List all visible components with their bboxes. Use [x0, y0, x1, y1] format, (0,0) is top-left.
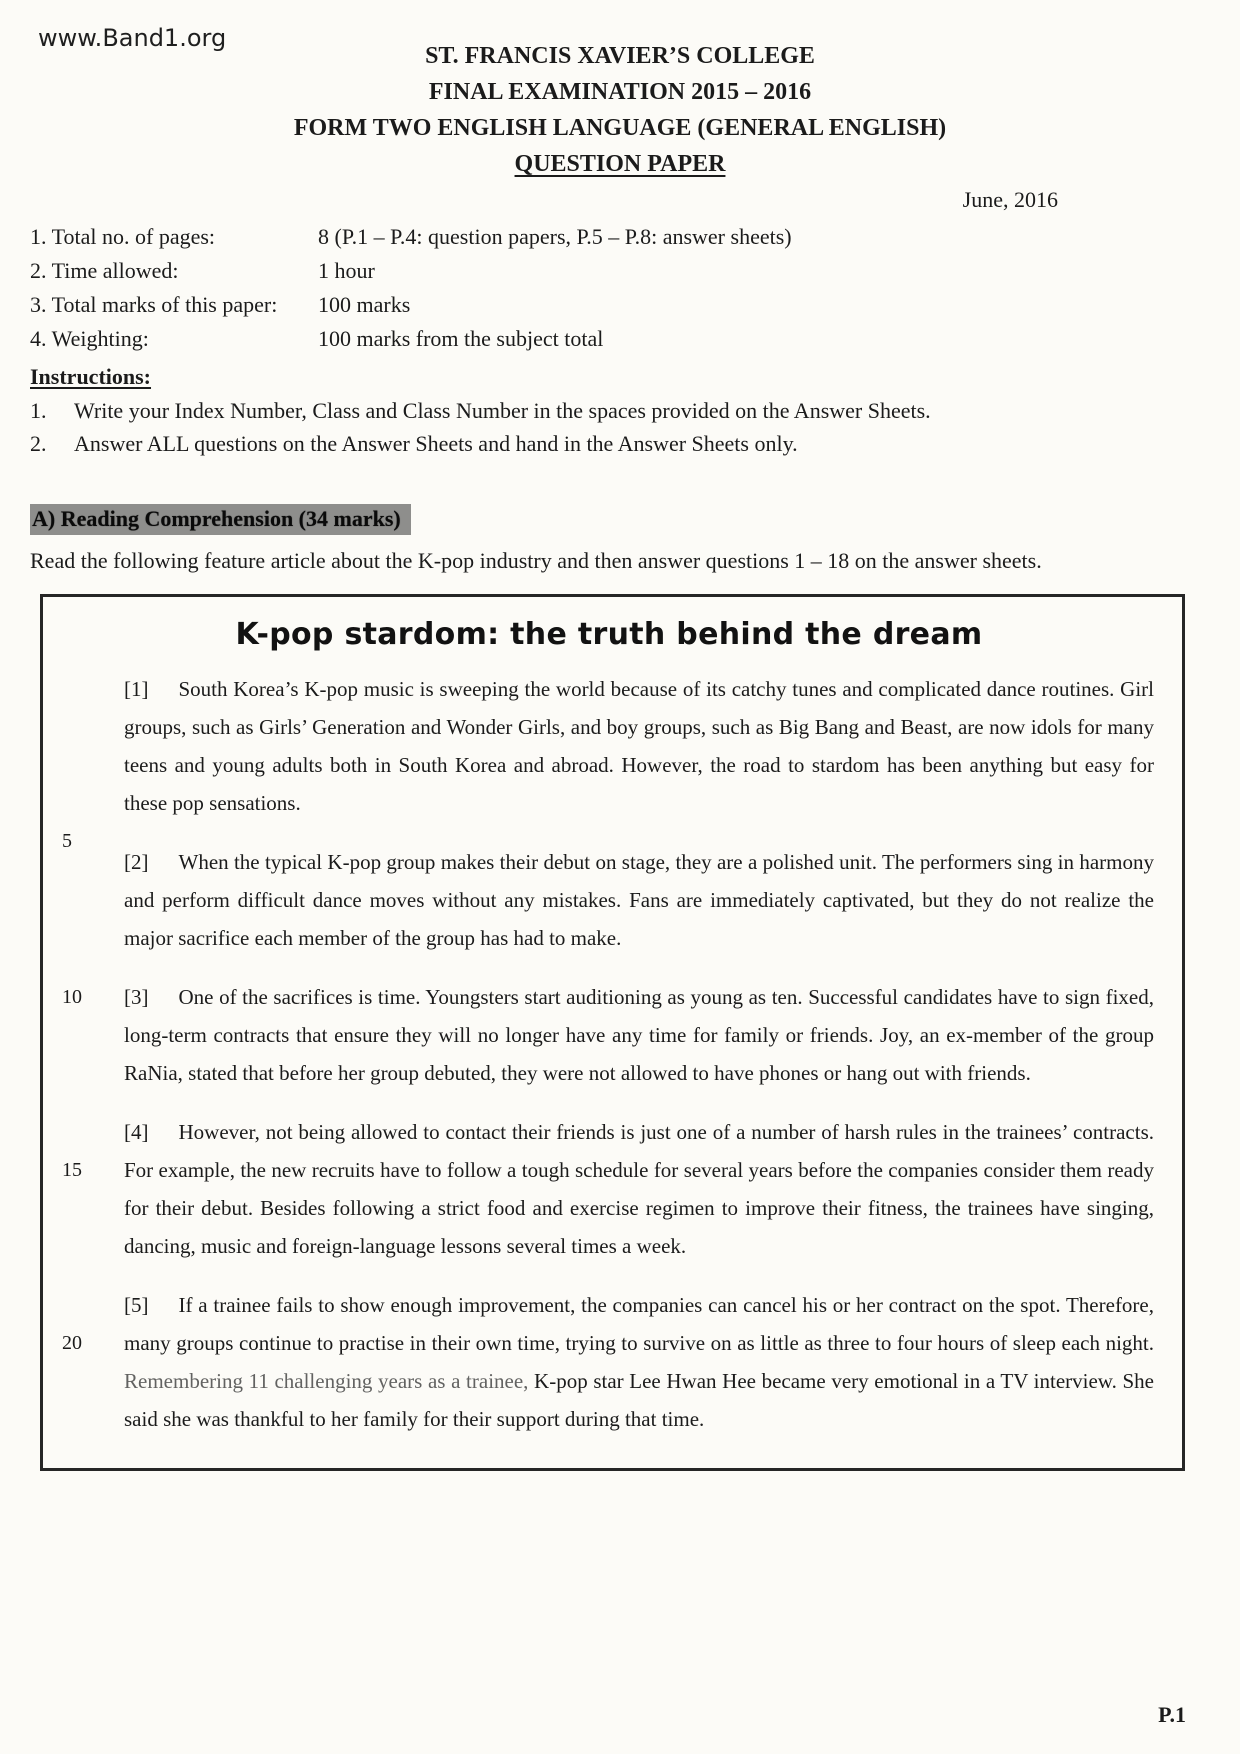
paragraph-text — [124, 670, 1154, 822]
instructions-heading: Instructions: — [30, 364, 152, 389]
info-row-pages — [30, 220, 1185, 254]
exam-title: FINAL EXAMINATION 2015 – 2016 — [428, 79, 812, 105]
paragraph-text — [124, 978, 1154, 1092]
line-number-10: 10 — [62, 986, 82, 1008]
paragraph-body: If a trainee fails to show enough improvement, the companies can cancel his or her contract on the spot. Therefore, many groups continue to practise in their own time, trying to survive on as little as three to four hours of sleep each night. — [124, 1293, 1154, 1355]
line-number-15: 15 — [62, 1159, 82, 1181]
passage-paragraph-2 — [58, 843, 1160, 957]
school-name: ST. FRANCIS XAVIER’S COLLEGE — [425, 43, 815, 69]
info-label: 3. Total marks of this paper: — [30, 292, 278, 317]
paragraph-marker: [5] — [124, 1293, 149, 1317]
section-a-intro: Read the following feature article about the K-pop industry and then answer questions 1 – 18 on the answer sheets. — [30, 548, 1042, 573]
paragraph-body: However, not being allowed to contact their friends is just one of a number of harsh rules in the trainees’ contracts. For example, the new recruits have to follow a tough schedule for several years before the companies consider them ready for their debut. Besides following a strict food and exercise regimen to improve their fitness, the trainees have singing, dancing, music and foreign-language lessons several times a week. — [124, 1120, 1154, 1258]
instruction-number: 1. — [30, 398, 47, 423]
reading-passage-box — [40, 594, 1185, 1471]
info-value: 100 marks — [318, 292, 411, 317]
page-number: P.1 — [1158, 1702, 1186, 1727]
info-value: 100 marks from the subject total — [318, 326, 604, 351]
paragraph-body-faint: Remembering 11 challenging years as a trainee, — [124, 1369, 529, 1393]
info-label: 4. Weighting: — [30, 326, 149, 351]
info-row-time — [30, 254, 1185, 288]
passage-paragraph-5 — [58, 1286, 1160, 1438]
subject-title: FORM TWO ENGLISH LANGUAGE (GENERAL ENGLISH) — [293, 115, 947, 141]
paragraph-text — [124, 843, 1154, 957]
paper-info-list — [30, 220, 1185, 356]
paragraph-body-continued: K-pop star Lee Hwan Hee became very emotional in a TV interview. She said she was thankful to her family for their support during that time. — [124, 1369, 1154, 1431]
instruction-number: 2. — [30, 431, 47, 456]
instruction-text: Write your Index Number, Class and Class Number in the spaces provided on the Answer Sheets. — [74, 398, 931, 423]
paragraph-marker: [4] — [124, 1120, 149, 1144]
paragraph-text — [124, 1286, 1154, 1438]
section-a-heading: A) Reading Comprehension (34 marks) — [30, 504, 411, 535]
passage-paragraph-1 — [58, 670, 1160, 852]
exam-date: June, 2016 — [962, 187, 1058, 212]
info-label: 2. Time allowed: — [30, 258, 179, 283]
line-number-20: 20 — [62, 1332, 82, 1354]
paragraph-marker: [3] — [124, 985, 149, 1009]
instruction-item — [30, 427, 1185, 460]
info-value: 1 hour — [318, 258, 375, 283]
paragraph-marker: [1] — [124, 677, 149, 701]
paragraph-body: When the typical K-pop group makes their debut on stage, they are a polished unit. The performers sing in harmony and perform difficult dance moves without any mistakes. Fans are immediately captivated, but they do not realize the major sacrifice each member of the group has had to make. — [124, 850, 1154, 950]
line-number-5: 5 — [62, 830, 72, 852]
paragraph-marker: [2] — [124, 850, 149, 874]
passage-title: K-pop stardom: the truth behind the dream — [235, 617, 983, 652]
passage-paragraph-3 — [58, 978, 1160, 1092]
info-value: 8 (P.1 – P.4: question papers, P.5 – P.8: answer sheets) — [318, 224, 792, 249]
paragraph-body: South Korea’s K-pop music is sweeping the world because of its catchy tunes and complicated dance routines. Girl groups, such as Girls’ Generation and Wonder Girls, and boy groups, such as Big Bang and Beast, are now idols for many teens and young adults both in South Korea and abroad. However, the road to stardom has been anything but easy for these pop sensations. — [124, 677, 1154, 815]
site-watermark: www.Band1.org — [38, 24, 227, 52]
info-row-weighting — [30, 322, 1185, 356]
instruction-text: Answer ALL questions on the Answer Sheets and hand in the Answer Sheets only. — [74, 431, 798, 456]
paragraph-body: One of the sacrifices is time. Youngsters start auditioning as young as ten. Successful candidates have to sign fixed, long-term contracts that ensure they will no longer have any time for family or friends. Joy, an ex-member of the group RaNia, stated that before her group debuted, they were not allowed to have phones or hang out with friends. — [124, 985, 1154, 1085]
instructions-section — [30, 360, 1185, 460]
section-a-heading-row — [30, 504, 1185, 535]
paper-type-title: QUESTION PAPER — [514, 151, 726, 177]
info-row-marks — [30, 288, 1185, 322]
passage-paragraph-4 — [58, 1113, 1160, 1265]
info-label: 1. Total no. of pages: — [30, 224, 216, 249]
paragraph-text — [124, 1113, 1154, 1265]
instruction-item — [30, 394, 1185, 427]
